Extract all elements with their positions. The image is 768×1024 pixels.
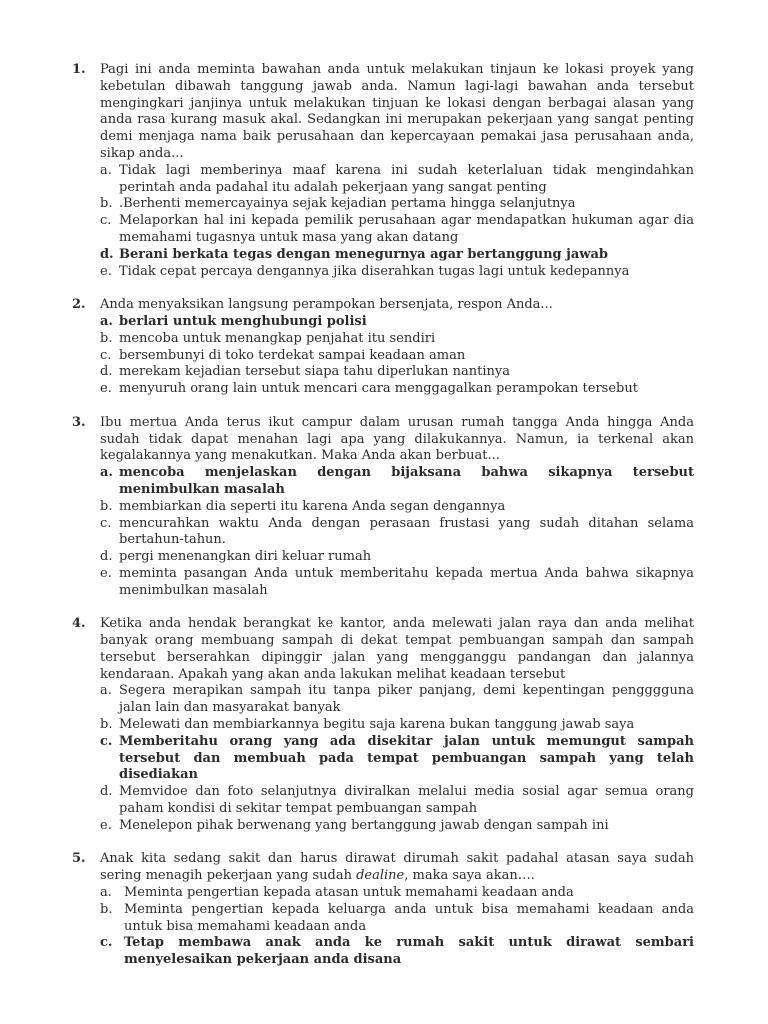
option-d	[100, 364, 694, 381]
question-number: 3.	[72, 414, 86, 430]
option-list	[100, 465, 694, 599]
question-text-italic: dealine	[356, 868, 405, 884]
option-text: berlari untuk menghubungi polisi	[119, 313, 367, 329]
option-b	[100, 331, 694, 348]
question-text: Ketika anda hendak berangkat ke kantor, anda melewati jalan raya dan anda melihat banyak orang membuang sampah di dekat tempat pembuangan sampah dan sampah tersebut berserahkan dipinggir jalan yang mengganggu pandangan dan jalannya kendaraan. Apakah yang akan anda lakukan melihat keadaan tersebut	[100, 616, 694, 682]
option-text: Berani berkata tegas dengan menegurnya agar bertanggung jawab	[119, 246, 609, 262]
option-c	[100, 516, 694, 550]
spacer	[0, 835, 768, 852]
question-4	[72, 616, 694, 834]
option-text: bersembunyi di toko terdekat sampai keadaan aman	[119, 347, 466, 363]
option-text: .Berhenti memercayainya sejak kejadian pertama hingga selanjutnya	[119, 196, 576, 212]
question-1	[72, 62, 694, 280]
spacer	[0, 280, 768, 297]
option-b	[100, 196, 694, 213]
option-a	[100, 683, 694, 717]
option-list	[100, 683, 694, 834]
option-text: merekam kejadian tersebut siapa tahu diperlukan nantinya	[119, 364, 511, 380]
option-letter: e.	[100, 381, 112, 397]
option-b	[100, 902, 694, 936]
option-text: mencoba menjelaskan dengan bijaksana bahwa sikapnya tersebut menimbulkan masalah	[119, 465, 694, 497]
option-text: membiarkan dia seperti itu karena Anda segan dengannya	[119, 498, 506, 514]
option-text: pergi menenangkan diri keluar rumah	[119, 549, 372, 565]
option-letter: b.	[100, 717, 113, 733]
spacer	[0, 398, 768, 415]
option-list	[100, 163, 694, 281]
option-e	[100, 381, 694, 398]
option-text: Melaporkan hal ini kepada pemilik perusahaan agar mendapatkan hukuman agar dia memahami tugasnya untuk masa yang akan datang	[119, 213, 694, 245]
document-page	[0, 62, 768, 969]
option-letter: a.	[100, 162, 112, 178]
option-a-answer	[100, 314, 694, 331]
question-text: Anda menyaksikan langsung perampokan bersenjata, respon Anda...	[100, 297, 553, 313]
option-text: Melewati dan membiarkannya begitu saja karena bukan tanggung jawab saya	[119, 717, 635, 733]
option-b	[100, 499, 694, 516]
option-letter: a.	[100, 683, 112, 699]
question-text-part: Anak kita sedang sakit dan harus dirawat dirumah sakit padahal atasan saya sudah sering menagih pekerjaan yang sudah	[100, 851, 694, 884]
option-d	[100, 549, 694, 566]
option-letter: b.	[100, 901, 113, 917]
option-letter: a.	[100, 313, 113, 329]
spacer	[0, 600, 768, 617]
option-letter: e.	[100, 263, 112, 279]
option-text: mencurahkan waktu Anda dengan perasaan frustasi yang sudah ditahan selama bertahun-tahun.	[119, 515, 694, 548]
option-d	[100, 784, 694, 818]
question-text	[100, 851, 694, 885]
option-c	[100, 213, 694, 247]
option-letter: b.	[100, 498, 113, 514]
option-letter: a.	[100, 885, 112, 901]
option-letter: b.	[100, 196, 113, 212]
option-d-answer	[100, 247, 694, 264]
option-e	[100, 264, 694, 281]
option-letter: c.	[100, 733, 113, 749]
question-5	[72, 851, 694, 969]
option-text: Tidak cepat percaya dengannya jika diserahkan tugas lagi untuk kedepannya	[119, 263, 630, 279]
option-a	[100, 885, 694, 902]
question-number: 4.	[72, 616, 86, 632]
question-number: 1.	[72, 62, 86, 77]
option-list	[100, 885, 694, 969]
option-c-answer	[100, 935, 694, 969]
option-list	[100, 314, 694, 398]
option-text: Tetap membawa anak anda ke rumah sakit untuk dirawat sembari menyelesaikan pekerjaan anda disana	[124, 935, 694, 968]
option-letter: e.	[100, 817, 112, 833]
question-2	[72, 297, 694, 398]
option-letter: e.	[100, 565, 112, 581]
option-text: meminta pasangan Anda untuk memberitahu kepada mertua Anda bahwa sikapnya menimbulkan masalah	[119, 565, 694, 598]
option-letter: c.	[100, 935, 113, 951]
option-text: menyuruh orang lain untuk mencari cara menggagalkan perampokan tersebut	[119, 381, 638, 397]
option-text: Memvidoe dan foto selanjutnya diviralkan melalui media sosial agar semua orang paham kondisi di sekitar tempat pembuangan sampah	[119, 784, 694, 817]
option-text: mencoba untuk menangkap penjahat itu sendiri	[119, 330, 436, 346]
option-letter: d.	[100, 549, 113, 565]
question-text-part: , maka saya akan….	[404, 868, 535, 884]
question-number: 5.	[72, 851, 86, 867]
option-text: Menelepon pihak berwenang yang bertanggung jawab dengan sampah ini	[119, 817, 609, 833]
option-text: Tidak lagi memberinya maaf karena ini sudah keterlaluan tidak mengindahkan perintah anda padahal itu adalah pekerjaan yang sangat penting	[119, 162, 694, 195]
option-letter: d.	[100, 364, 113, 380]
option-e	[100, 818, 694, 835]
option-a-answer	[100, 465, 694, 499]
option-a	[100, 163, 694, 197]
option-letter: b.	[100, 330, 113, 346]
option-letter: c.	[100, 347, 112, 363]
option-b	[100, 717, 694, 734]
option-letter: a.	[100, 465, 113, 481]
option-c	[100, 348, 694, 365]
option-text: Memberitahu orang yang ada disekitar jalan untuk memungut sampah tersebut dan membuah pada tempat pembuangan sampah yang telah disediakan	[119, 733, 694, 783]
question-text: Pagi ini anda meminta bawahan anda untuk melakukan tinjaun ke lokasi proyek yang kebetulan dibawah tanggung jawab anda. Namun lagi-lagi bawahan anda tersebut mengingkari janjinya untuk melakukan tinjuan ke lokasi dengan berbagai alasan yang anda rasa kurang masuk akal. Sedangkan ini merupakan pekerjaan yang sangat penting demi menjaga nama baik perusahaan dan kepercayaan pemakai jasa perusahaan anda, sikap anda...	[100, 62, 694, 161]
question-3	[72, 414, 694, 600]
option-text: Segera merapikan sampah itu tanpa piker panjang, demi kepentingan pengggguna jalan lain dan masyarakat banyak	[119, 683, 694, 716]
option-letter: d.	[100, 784, 113, 800]
question-number: 2.	[72, 297, 86, 313]
option-letter: c.	[100, 515, 112, 531]
option-text: Meminta pengertian kepada keluarga anda untuk bisa memahami keadaan anda untuk bisa memahami keadaan anda	[124, 901, 694, 934]
option-e	[100, 566, 694, 600]
option-c-answer	[100, 734, 694, 784]
question-text: Ibu mertua Anda terus ikut campur dalam urusan rumah tangga Anda hingga Anda sudah tidak dapat menahan lagi apa yang dilakukannya. Namun, ia terkenal akan kegalakannya yang menakutkan. Maka Anda akan berbuat...	[100, 414, 694, 464]
option-letter: d.	[100, 246, 114, 262]
option-text: Meminta pengertian kepada atasan untuk memahami keadaan anda	[124, 885, 574, 901]
option-letter: c.	[100, 213, 112, 229]
